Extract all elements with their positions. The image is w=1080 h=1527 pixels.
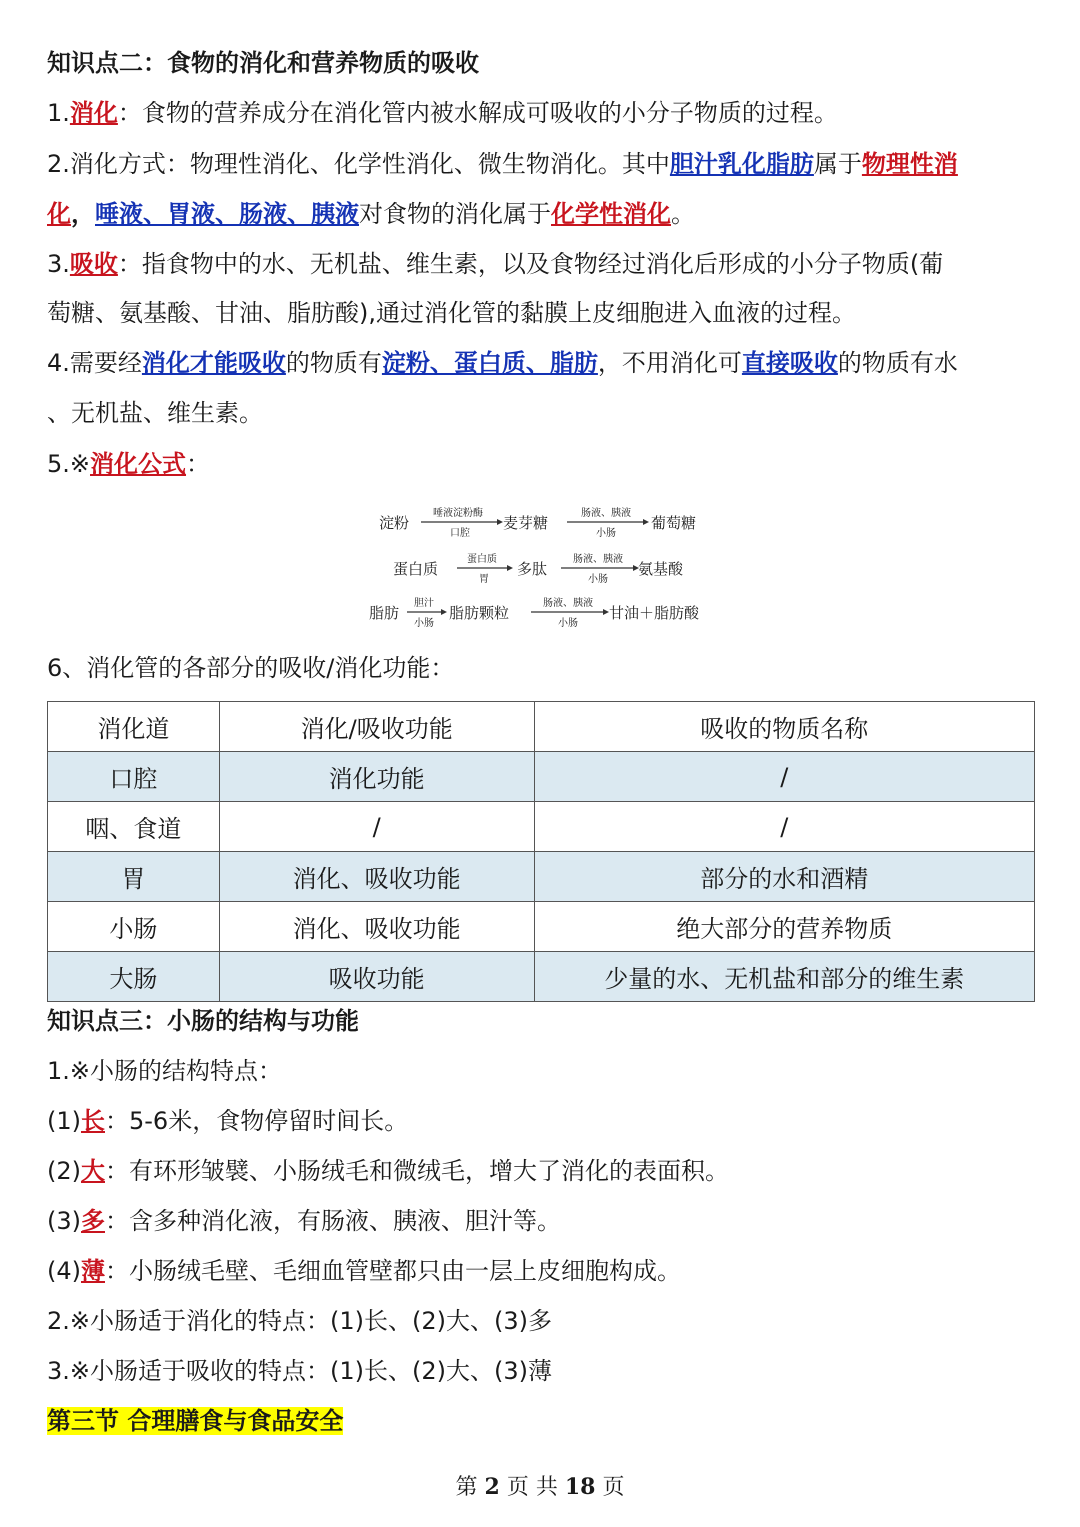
item-text: ：含多种消化液，有肠液、胰液、胆汁等。 [105,1207,561,1235]
footer-text: 页 [595,1475,625,1500]
page-number: 2 [484,1474,500,1500]
item-text: ：小肠绒毛壁、毛细血管壁都只由一层上皮细胞构成。 [105,1257,681,1285]
formula-r2-enzyme2: 肠液、胰液 [573,554,623,565]
item-prefix: (3) [47,1207,81,1235]
table-cell: 咽、食道 [48,802,220,852]
item-text: ：有环形皱襞、小肠绒毛和微绒毛，增大了消化的表面积。 [105,1157,729,1185]
term-digestion-formula: 消化公式 [90,450,187,478]
p3-text: ：指食物中的水、无机盐、维生素，以及食物经过消化后形成的小分子物质(葡 [117,250,944,278]
table-cell: 消化功能 [219,752,534,802]
term-absorption: 吸收 [69,250,118,278]
footer-text: 第 [455,1475,485,1500]
formula-r2-enzyme1: 蛋白质 [467,554,497,565]
formula-r3-enzyme1: 胆汁 [414,598,434,609]
heading-knowledge-point-2: 知识点二：食物的消化和营养物质的吸收 [47,49,479,77]
table-cell: 吸收功能 [219,952,534,1002]
p1-text: ：食物的营养成分在消化管内被水解成可吸收的小分子物质的过程。 [117,99,838,127]
term-long: 长 [81,1107,105,1135]
s3-item-3 [47,1206,561,1236]
digestion-formula-diagram [369,500,725,635]
p5-colon: ： [186,450,211,478]
term-chemical-digestion: 化学性消化 [551,200,671,228]
total-pages: 18 [564,1474,596,1500]
term-thin: 薄 [81,1257,105,1285]
p2-text-h: 对食物的消化属于 [359,200,551,228]
formula-r2-arrowhead1 [507,565,513,571]
formula-r2-site2: 小肠 [588,574,608,585]
p2-text-c: 属于 [813,150,862,178]
table-cell: 口腔 [48,752,220,802]
p2-text-a: 2.消化方式：物理性消化、化学性消化、微生物消化。其中 [47,150,670,178]
table-row [48,852,1035,902]
paragraph-2-line-2 [47,199,695,229]
table-header-cell: 消化道 [48,702,220,752]
p4-text-g: 的物质有水 [837,349,958,377]
term-needs-digestion: 消化才能吸收 [141,349,286,377]
formula-r3-site2: 小肠 [558,618,578,629]
formula-r1-arrowhead2 [643,519,649,525]
p2-comma: ， [71,200,95,228]
formula-r2-end: 氨基酸 [638,560,684,578]
term-physical-digestion-part2: 化 [47,200,71,228]
table-cell: / [534,802,1034,852]
item-prefix: (1) [47,1107,81,1135]
digestive-tract-table [47,701,1035,1002]
formula-r3-end: 甘油＋脂肪酸 [609,604,700,622]
item-text: ：5-6米，食物停留时间长。 [105,1107,409,1135]
section-title-highlight: 第三节 合理膳食与食品安全 [47,1407,344,1435]
item-prefix: (2) [47,1157,81,1185]
paragraph-3-line-2: 萄糖、氨基酸、甘油、脂肪酸),通过消化管的黏膜上皮细胞进入血液的过程。 [47,299,856,327]
table-row [48,902,1035,952]
item-prefix: (4) [47,1257,81,1285]
table-cell: 消化、吸收功能 [219,852,534,902]
p2-period: 。 [671,200,695,228]
formula-r3-site1: 小肠 [414,618,434,629]
formula-r3-enzyme2: 肠液、胰液 [543,598,593,609]
p4-text-a: 4.需要经 [47,349,142,377]
table-cell: 小肠 [48,902,220,952]
table-cell: 少量的水、无机盐和部分的维生素 [534,952,1034,1002]
term-starch-protein-fat: 淀粉、蛋白质、脂肪 [381,349,598,377]
formula-r1-start: 淀粉 [379,514,410,532]
s3-paragraph-3: 3.※小肠适于吸收的特点：(1)长、(2)大、(3)薄 [47,1357,552,1385]
table-header-row [48,702,1035,752]
term-many: 多 [81,1207,105,1235]
heading-knowledge-point-3: 知识点三：小肠的结构与功能 [47,1007,359,1035]
formula-r3-arrowhead1 [441,609,447,615]
p1-number: 1. [47,99,70,127]
formula-r1-enzyme1: 唾液淀粉酶 [433,508,483,519]
formula-r2-site1: 胃 [479,574,489,585]
formula-r1-site2: 小肠 [596,528,616,539]
s3-paragraph-1: 1.※小肠的结构特点： [47,1057,283,1085]
term-large: 大 [81,1157,105,1185]
s3-paragraph-2: 2.※小肠适于消化的特点：(1)长、(2)大、(3)多 [47,1307,552,1335]
table-cell: 绝大部分的营养物质 [534,902,1034,952]
table-cell: 大肠 [48,952,220,1002]
paragraph-1 [47,98,838,128]
table-cell: / [219,802,534,852]
table-header-cell: 消化/吸收功能 [219,702,534,752]
paragraph-4-line-2: 、无机盐、维生素。 [47,399,263,427]
formula-r3-mid: 脂肪颗粒 [449,604,510,622]
s3-item-4 [47,1256,681,1286]
term-digestion: 消化 [69,99,118,127]
table-row [48,752,1035,802]
footer-text: 页 共 [499,1475,565,1500]
s3-item-2 [47,1156,729,1186]
table-cell: 消化、吸收功能 [219,902,534,952]
s3-item-1 [47,1106,408,1136]
paragraph-5 [47,449,210,479]
p3-number: 3. [47,250,70,278]
paragraph-2-line-1 [47,149,958,179]
formula-r1-site1: 口腔 [450,528,470,539]
table-cell: 部分的水和酒精 [534,852,1034,902]
formula-r1-end: 葡萄糖 [651,514,697,532]
table-row [48,802,1035,852]
formula-r3-start: 脂肪 [369,604,400,622]
term-direct-absorption: 直接吸收 [741,349,838,377]
formula-r1-enzyme2: 肠液、胰液 [581,508,631,519]
term-digestive-juices: 唾液、胃液、肠液、胰液 [95,200,359,228]
paragraph-3-line-1 [47,249,943,279]
p4-text-e: ，不用消化可 [597,349,742,377]
p4-text-c: 的物质有 [285,349,382,377]
table-cell: / [534,752,1034,802]
formula-r2-mid: 多肽 [517,560,548,578]
formula-r1-mid: 麦芽糖 [503,514,549,532]
section-heading [47,1406,343,1436]
p5-prefix: 5.※ [47,450,91,478]
table-cell: 胃 [48,852,220,902]
table-row [48,952,1035,1002]
term-bile-emulsify-fat: 胆汁乳化脂肪 [669,150,814,178]
formula-r2-start: 蛋白质 [393,560,439,578]
paragraph-6: 6、消化管的各部分的吸收/消化功能： [47,654,455,682]
paragraph-4-line-1 [47,348,958,378]
table-header-cell: 吸收的物质名称 [534,702,1034,752]
page-footer [0,1470,1080,1501]
term-physical-digestion-part1: 物理性消 [861,150,958,178]
